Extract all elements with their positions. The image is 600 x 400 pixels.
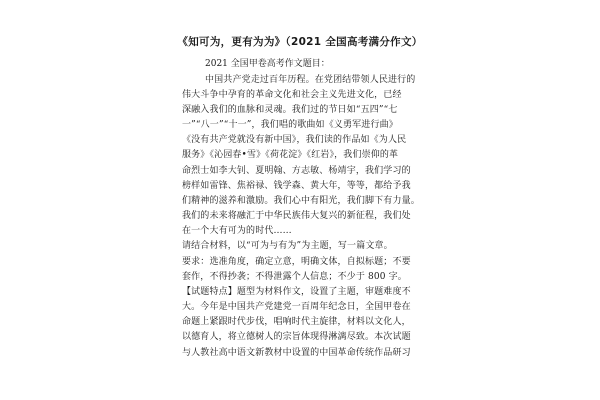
paragraph-line: 命烈士如李大钊、夏明翰、方志敏、杨靖宇，我们学习的 <box>182 166 411 176</box>
paragraph-line: 中国共产党走过百年历程。在党团结带领人民进行的 <box>205 75 416 85</box>
paragraph-line: 们精神的滋养和激励。我们心中有阳光，我们脚下有力量。 <box>182 196 420 206</box>
paragraph-line: 在一个大有可为的时代…… <box>182 226 292 236</box>
paragraph-line: 深融入我们的血脉和灵魂。我们过的节日如“五四”“七 <box>182 105 398 115</box>
paragraph-line: 一”“八一”“十一”，我们唱的歌曲如《义勇军进行曲》 <box>182 120 398 130</box>
paragraph-line: 伟大斗争中孕育的革命文化和社会主义先进文化，已经 <box>182 90 402 100</box>
document-subtitle: 2021 全国甲卷高考作文题目： <box>205 59 330 69</box>
paragraph-line: 我们的未来将融汇于中华民族伟大复兴的新征程，我们处 <box>182 211 411 221</box>
paragraph-line: 《没有共产党就没有新中国》，我们读的作品如《为人民 <box>182 135 407 145</box>
paragraph-line: 大。今年是中国共产党建党一百周年纪念日，全国甲卷在 <box>182 302 411 312</box>
paragraph-line: 服务》《沁园春•雪》《荷花淀》《红岩》，我们崇仰的革 <box>182 150 399 160</box>
paragraph-line: 要求：选准角度，确定立意，明确文体，自拟标题；不要 <box>182 257 411 267</box>
paragraph-line: 【试题特点】题型为材料作文，设置了主题，审题难度不 <box>182 287 411 297</box>
paragraph-line: 与人教社高中语文新教材中设置的中国革命传统作品研习 <box>182 348 411 358</box>
paragraph-line: 套作，不得抄袭；不得泄露个人信息；不少于 800 字。 <box>182 272 407 282</box>
paragraph-line: 榜样如雷锋、焦裕禄、钱学森、黄大年，等等，都给予我 <box>182 181 411 191</box>
paragraph-line: 请结合材料，以“可为与有为”为主题，写一篇文章。 <box>182 241 393 251</box>
document-title: 《知可为，更有为为》（2021 全国高考满分作文） <box>177 36 423 48</box>
paragraph-line: 以德育人，将立德树人的宗旨体现得淋漓尽致。本次试题 <box>182 332 411 342</box>
paragraph-line: 命题上紧跟时代步伐，唱响时代主旋律，材料以文化人， <box>182 317 411 327</box>
